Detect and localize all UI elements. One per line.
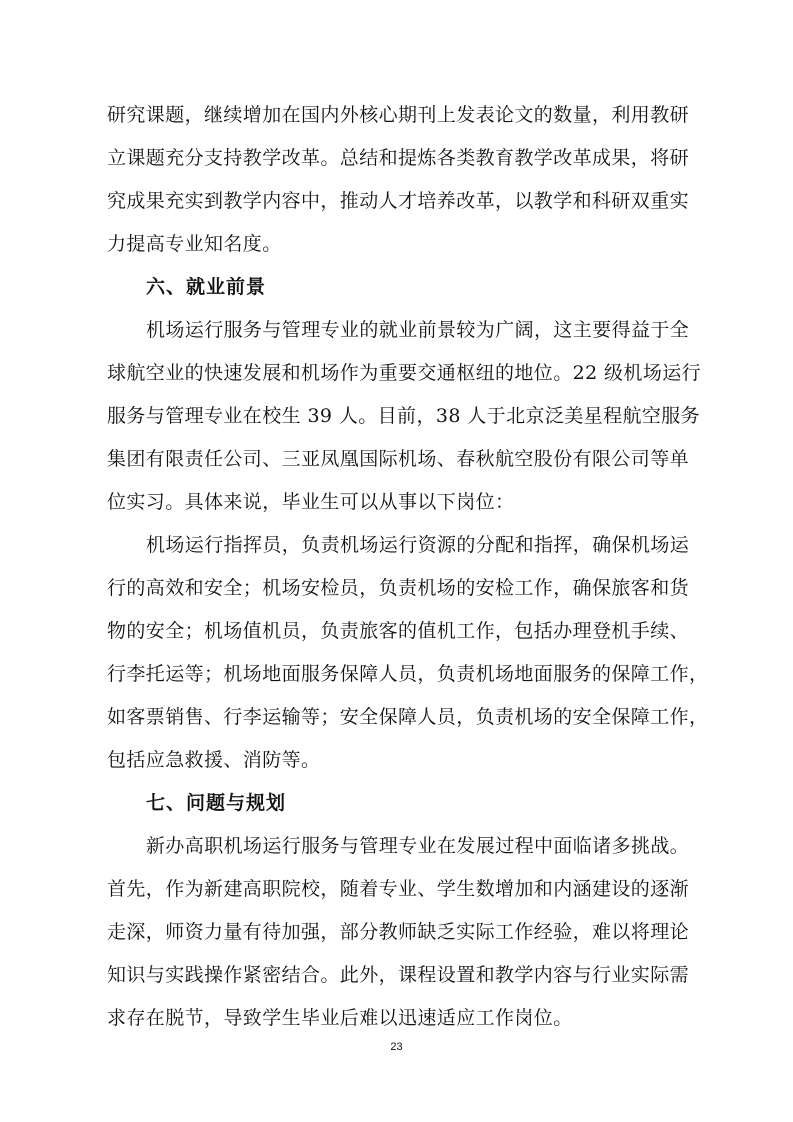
paragraph-line: 走深，师资力量有待加强，部分教师缺乏实际工作经验，难以将理论 (107, 921, 690, 943)
paragraph-line: 包括应急救援、消防等。 (107, 749, 321, 771)
paragraph-line: 集团有限责任公司、三亚凤凰国际机场、春秋航空股份有限公司等单 (107, 448, 690, 470)
paragraph-line: 研究课题，继续增加在国内外核心期刊上发表论文的数量，利用教研 (107, 104, 690, 126)
paragraph-line: 行李托运等；机场地面服务保障人员，负责机场地面服务的保障工作， (107, 663, 709, 685)
paragraph-line: 首先，作为新建高职院校，随着专业、学生数增加和内涵建设的逐渐 (107, 878, 690, 900)
paragraph-line: 球航空业的快速发展和机场作为重要交通枢纽的地位。22 级机场运行 (107, 362, 702, 384)
paragraph-line: 新办高职机场运行服务与管理专业在发展过程中面临诸多挑战。 (146, 835, 690, 857)
page-number: 23 (390, 1041, 403, 1053)
section-heading-problems: 七、问题与规划 (146, 792, 287, 814)
paragraph-line: 行的高效和安全；机场安检员，负责机场的安检工作，确保旅客和货 (107, 577, 690, 599)
paragraph-line: 如客票销售、行李运输等；安全保障人员，负责机场的安全保障工作， (107, 706, 709, 728)
paragraph-line: 立课题充分支持教学改革。总结和提炼各类教育教学改革成果，将研 (107, 147, 690, 169)
paragraph-line: 位实习。具体来说，毕业生可以从事以下岗位： (107, 491, 515, 513)
paragraph-line: 究成果充实到教学内容中，推动人才培养改革，以教学和科研双重实 (107, 190, 690, 212)
paragraph-line: 知识与实践操作紧密结合。此外，课程设置和教学内容与行业实际需 (107, 964, 690, 986)
paragraph-line: 机场运行服务与管理专业的就业前景较为广阔，这主要得益于全 (146, 319, 690, 341)
paragraph-line: 力提高专业知名度。 (107, 233, 282, 255)
paragraph-line: 物的安全；机场值机员，负责旅客的值机工作，包括办理登机手续、 (107, 620, 690, 642)
paragraph-line: 机场运行指挥员，负责机场运行资源的分配和指挥，确保机场运 (146, 534, 690, 556)
section-heading-employment: 六、就业前景 (146, 276, 267, 298)
paragraph-line: 服务与管理专业在校生 39 人。目前，38 人于北京泛美星程航空服务 (107, 405, 701, 427)
paragraph-line: 求存在脱节，导致学生毕业后难以迅速适应工作岗位。 (107, 1007, 573, 1029)
